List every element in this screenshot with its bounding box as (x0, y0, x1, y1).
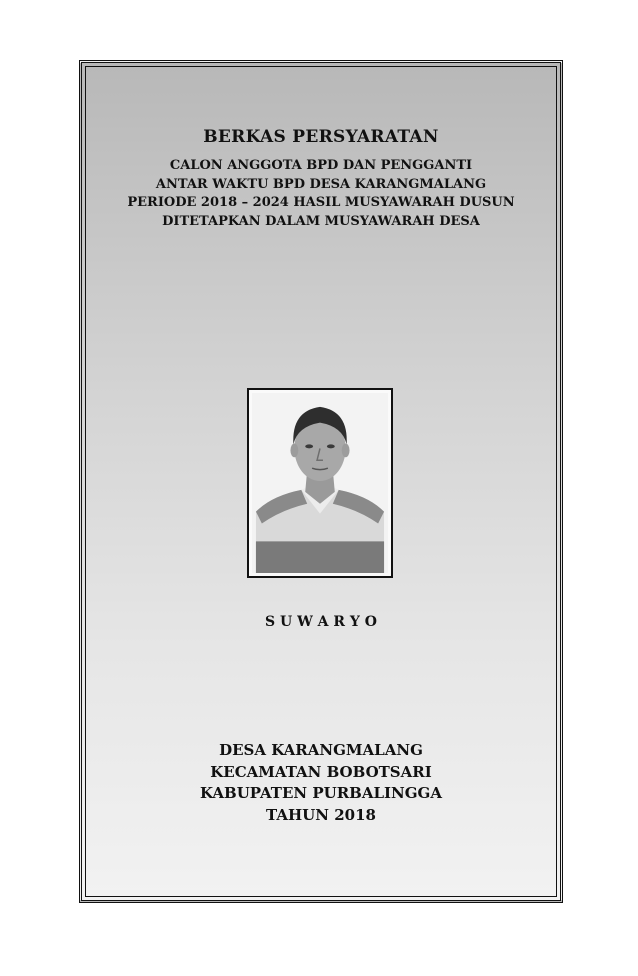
portrait-image (252, 393, 388, 573)
document-subtitle (82, 157, 560, 231)
footer-line: KABUPATEN PURBALINGGA (199, 784, 443, 802)
cover-content (82, 63, 560, 900)
subtitle-line: ANTAR WAKTU BPD DESA KARANGMALANG (155, 176, 487, 192)
footer-line: TAHUN 2018 (266, 805, 376, 824)
candidate-name: S U W A R Y O (265, 614, 377, 630)
cover-frame (79, 60, 563, 903)
subtitle-line: DITETAPKAN DALAM MUSYAWARAH DESA (162, 213, 480, 229)
footer-line: DESA KARANGMALANG (219, 741, 423, 759)
document-title: BERKAS PERSYARATAN (203, 127, 439, 147)
issuer-block (82, 740, 560, 826)
subtitle-line: PERIODE 2018 – 2024 HASIL MUSYAWARAH DUSUN (127, 195, 515, 210)
footer-line: KECAMATAN BOBOTSARI (210, 762, 432, 781)
candidate-photo (247, 388, 393, 578)
subtitle-line: CALON ANGGOTA BPD DAN PENGGANTI (169, 158, 473, 173)
